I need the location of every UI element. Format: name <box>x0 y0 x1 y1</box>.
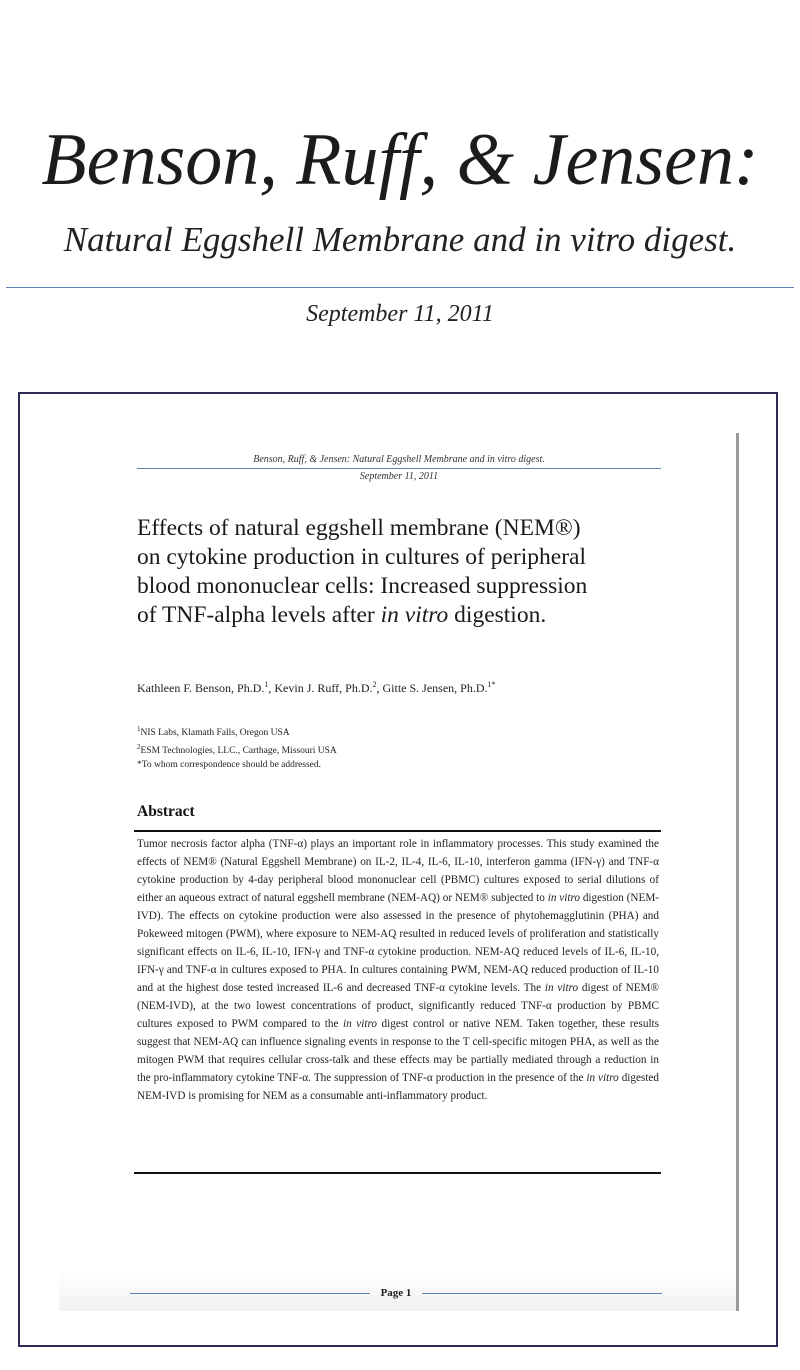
paper-title-line: on cytokine production in cultures of peripheral <box>137 544 586 570</box>
cover-divider <box>6 287 794 288</box>
affiliation-list <box>137 722 537 772</box>
author-list: Kathleen F. Benson, Ph.D.$^1$, Kevin J. Ruff, Ph.D.$^2$, Gitte S. Jensen, Ph.D.$^{1*}$ <box>137 680 496 695</box>
paper-title-line: blood mononuclear cells: Increased suppression <box>137 573 588 599</box>
author-affiliation-mark: 1* <box>487 680 496 689</box>
author-name: Kevin J. Ruff, Ph.D. <box>274 681 373 695</box>
paper-title-line: Effects of natural eggshell membrane (NEM®) <box>137 515 581 541</box>
author-name: Gitte S. Jensen, Ph.D. <box>382 681 488 695</box>
author-name: Kathleen F. Benson, Ph.D. <box>137 681 265 695</box>
abstract-heading: Abstract <box>137 803 195 820</box>
cover-title: Benson, Ruff, & Jensen: <box>41 119 759 201</box>
running-head-divider <box>137 468 661 469</box>
affiliation-item: $^1$NIS Labs, Klamath Falls, Oregon USA <box>137 725 290 739</box>
paper-title <box>137 514 677 630</box>
cover-date: September 11, 2011 <box>306 301 494 327</box>
footer-rule-left <box>130 1293 370 1294</box>
running-date: September 11, 2011 <box>359 471 439 482</box>
correspondence-note: *To whom correspondence should be addressed. <box>137 760 322 771</box>
author-affiliation-mark: 1 <box>264 680 269 689</box>
abstract-bottom-rule <box>134 1172 661 1174</box>
affiliation-item: $^2$ESM Technologies, LLC., Carthage, Missouri USA <box>137 743 337 757</box>
abstract-text: Tumor necrosis factor alpha (TNF-α) plays an important role in inflammatory processes. This study examined the effects of NEM® (Natural Eggshell Membrane) on IL-2, IL-4, IL-6, IL-10, interferon gamma (IFN-γ) and TNF-α cytokine production by 4-day peripheral blood mononuclear cell (PBMC) cultures exposed to serial dilutions of either an aqueous extract of natural eggshell membrane (NEM-AQ) or NEM® subjected to in vitro digestion (NEM-IVD). The effects on cytokine production were also assessed in the presence of phytohemagglutinin (PHA) and Pokeweed mitogen (PWM), where exposure to NEM-AQ resulted in reduced levels of proliferation and statistically significant effects on IL-6, IL-10, IFN-γ and TNF-α cytokine production. NEM-AQ reduced levels of IL-6, IL-10, IFN-γ and TNF-α in cultures exposed to PHA. In cultures containing PWM, NEM-AQ reduced production of IL-10 and at the highest dose tested increased IL-6 and decreased TNF-α cytokine levels. The in vitro digest of NEM® (NEM-IVD), at the two lowest concentrations of product, significantly reduced TNF-α production by PBMC cultures exposed to PWM compared to the in vitro digest control or native NEM. Taken together, these results suggest that NEM-AQ can influence signaling events in response to the T cell-specific mitogen PHA, as well as the mitogen PWM that requires cellular cross-talk and these effects may be partially mediated through a reduction in the pro-inflammatory cytokine TNF-α. The suppression of TNF-α production in the presence of the in vitro digested NEM-IVD is promising for NEM as a consumable anti-inflammatory product. <box>137 838 660 1102</box>
abstract-top-rule <box>134 830 661 832</box>
paper-title-line: of TNF-alpha levels after in vitro digestion. <box>137 602 547 628</box>
running-head: Benson, Ruff, & Jensen: Natural Eggshell Membrane and in vitro digest. <box>253 454 545 465</box>
cover-subtitle: Natural Eggshell Membrane and in vitro digest. <box>63 220 737 259</box>
author-affiliation-mark: 2 <box>372 680 377 689</box>
page-number: Page 1 <box>380 1287 412 1299</box>
footer-rule-right <box>422 1293 662 1294</box>
